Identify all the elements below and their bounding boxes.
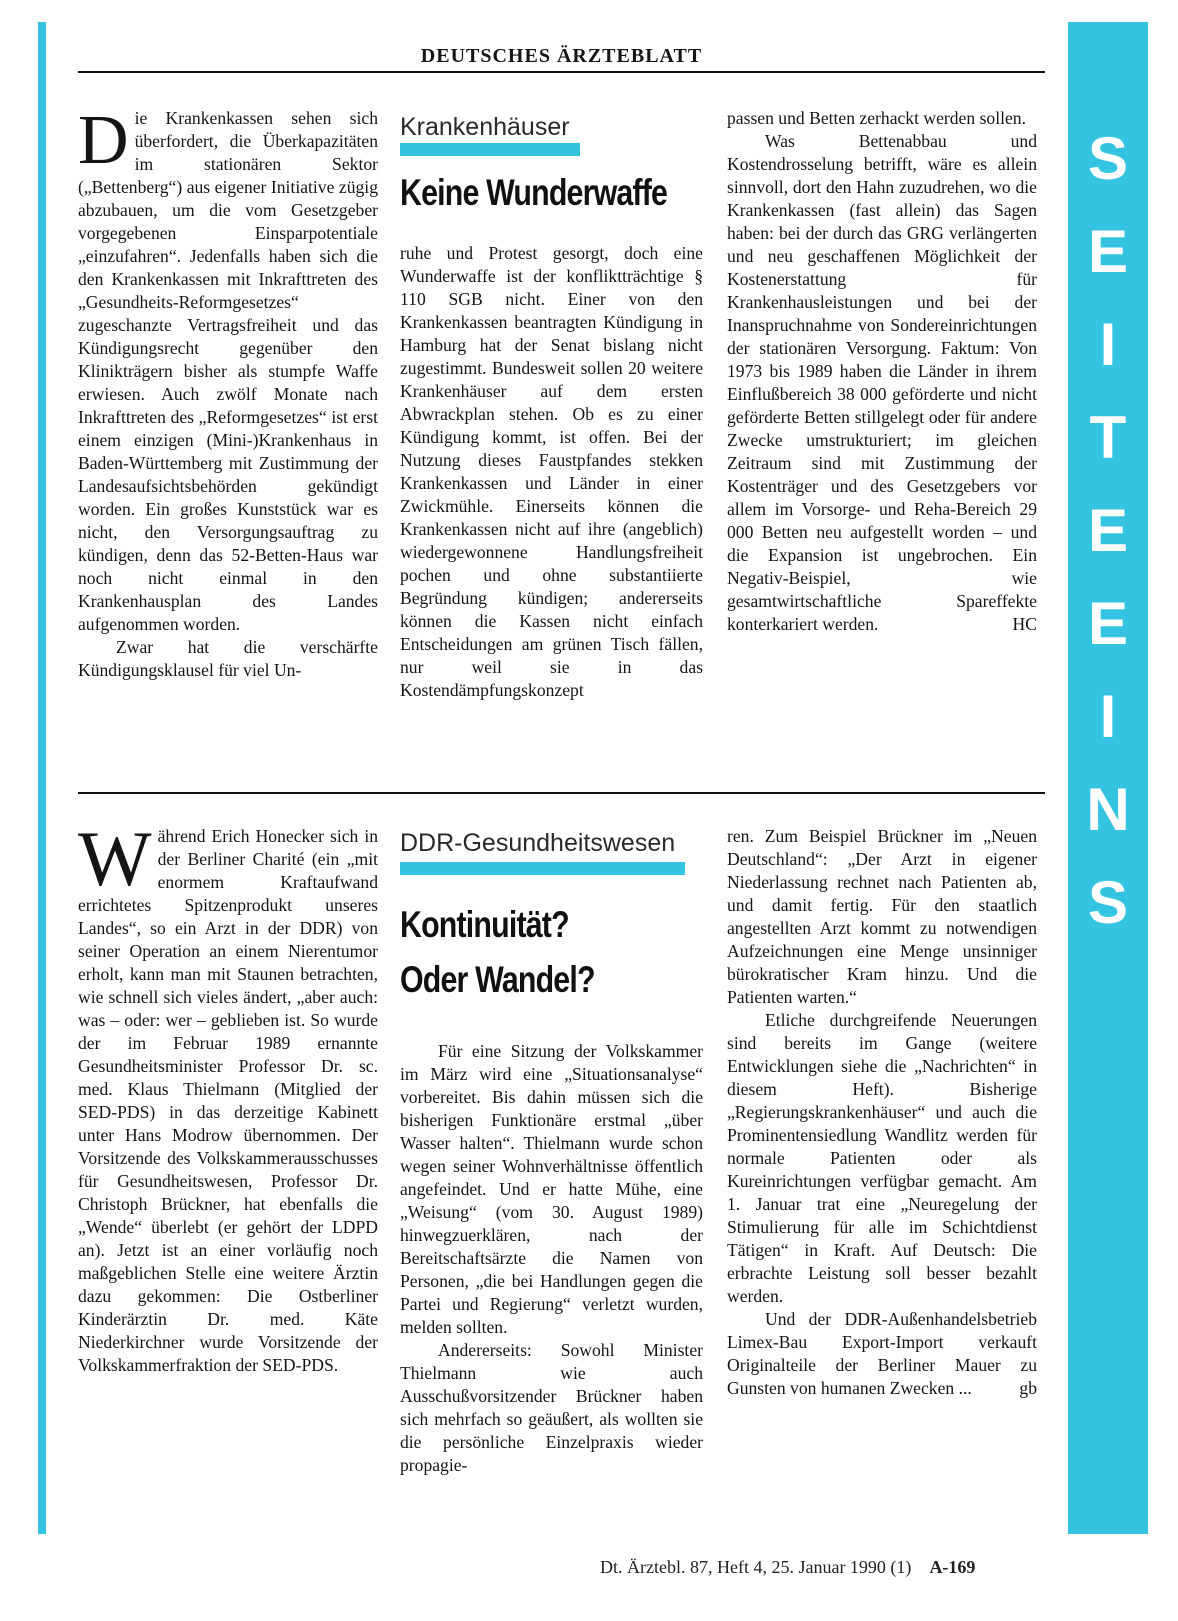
article2-col3-paragraph-3: Und der DDR-Außenhandelsbetrieb Limex-Bau Export-Import verkauft Originalteile der Berliner Mauer zu Gunsten von humanen Zwecken ... [727, 1309, 1037, 1398]
tab-letter: E [1087, 218, 1129, 285]
article1-col1-paragraph-2: Zwar hat die verschärfte Kündigungsklausel für viel Un- [78, 637, 378, 680]
article2-column-3 [727, 825, 1037, 1400]
tab-letter: S [1087, 869, 1129, 936]
article2-col1-text: ährend Erich Honecker sich in der Berliner Charité (ein „mit enormem Kraftaufwand errichtetes Spitzenprodukt unseres Landes“, so ein Arzt in der DDR) von seiner Operation an einem Nierentumor erholt, kann man mit Staunen betrachten, wie schnell sich vieles ändert, „aber auch: was – oder: wer – geblieben ist. So wurde der im Februar 1989 ernannte Gesundheitsminister Professor Dr. sc. med. Klaus Thielmann (Mitglied der SED-PDS) in das derzeitige Kabinett unter Hans Modrow übernommen. Der Vorsitzende des Volkskammerausschusses für Gesundheitswesen, Professor Dr. Christoph Brückner, hat ebenfalls die „Wende“ überlebt (er gehört der LDPD an). Jetzt ist an einer vorläufig noch maßgeblichen Stelle eine weitere Ärztin dazu gekommen: Die Ostberliner Kinderärztin Dr. med. Käte Niederkirchner wurde Vorsitzende der Volkskammerfraktion der SED-PDS. [78, 826, 378, 1375]
tab-letter: E [1087, 497, 1129, 564]
article1-column-2 [400, 242, 703, 702]
article2-col2-paragraph-1: Für eine Sitzung der Volkskammer im März wird eine „Situationsanalyse“ vorbereitet. Bis dahin müssen sich die bisherigen Funktionäre erstmal „über Wasser halten“. Thielmann wurde schon wegen seiner Wohnverhältnisse öffentlich angefeindet. Und er hatte Mühe, eine „Weisung“ (vom 30. August 1989) hinwegzuerklären, nach der Bereitschaftsärzte die Namen von Personen, „die bei Handlungen gegen die Partei und Regierung“ verletzt wurden, melden sollten. [400, 1041, 703, 1337]
article-divider-rule [78, 792, 1045, 794]
tab-letter: E [1087, 590, 1129, 657]
article2-headline-line-2: Oder Wandel? [400, 959, 595, 1000]
article2-col3-paragraph-2: Etliche durchgreifende Neuerungen sind bereits im Gange (weitere Entwicklungen siehe die „Nachrichten“ in diesem Heft). Bisherige „Regierungskrankenhäuser“ und auch die Prominentensiedlung Wandlitz werden für normale Patienten oder als Kureinrichtungen verfügbar gemacht. Am 1. Januar trat eine „Neuregelung der Stimulierung für alle im Schichtdienst Tätigen“ in Kraft. Auf Deutsch: Die erbrachte Leistung soll besser bezahlt werden. [727, 1010, 1037, 1306]
article1-section-bar [400, 143, 580, 156]
article1-col3-paragraph-2: Was Bettenabbau und Kostendrosselung betrifft, wäre es allein sinnvoll, dort den Hahn zuzudrehen, wo die Krankenkassen (fast allein) das Sagen haben: bei der durch das GRG verlängerten und neu geschaffenen Möglichkeit der Kostenerstattung für Krankenhausleistungen und bei der Inanspruchnahme von Sondereinrichtungen der stationären Versorgung. Faktum: Von 1973 bis 1989 haben die Länder in ihrem Einflußbereich 38 000 geförderte und nicht geförderte Betten stillgelegt oder für andere Zwecke umstrukturiert; im gleichen Zeitraum sind mit Zustimmung der Kostenträger und des Gesetzgebers vor allem im Vorsorge- und Reha-Bereich 29 000 Betten neu aufgestellt worden – und die Expansion ist ungebrochen. Ein Negativ-Beispiel, wie gesamtwirtschaftliche Spareffekte konterkariert werden. [727, 131, 1037, 634]
article2-dropcap: W [78, 815, 152, 902]
article1-column-3 [727, 107, 1037, 636]
article1-col3-paragraph-1: passen und Betten zerhackt werden sollen. [727, 108, 1026, 128]
masthead: DEUTSCHES ÄRZTEBLATT [420, 45, 703, 67]
article1-signature: HC [1012, 614, 1037, 634]
article2-column-2 [400, 1040, 703, 1477]
footer-citation: Dt. Ärztebl. 87, Heft 4, 25. Januar 1990 (1) [600, 1557, 912, 1577]
seite-eins-tab [1068, 22, 1148, 1534]
article2-section-label: DDR-Gesundheitswesen [400, 829, 676, 857]
article1-dropcap: D [78, 102, 129, 179]
masthead-rule [78, 71, 1045, 73]
article2-headline-line-1: Kontinuität? [400, 904, 569, 945]
article1-section-label: Krankenhäuser [400, 113, 570, 141]
article1-col1-paragraph-1: ie Krankenkassen sehen sich überfordert, die Überkapazitäten im stationären Sektor („Bettenberg“) aus eigener Initiative zügig abzubauen, um die vom Gesetzgeber vorgegebenen Einsparpotentiale „einzufahren“. Jedenfalls haben sich die den Krankenkassen mit Inkrafttreten des „Gesundheits-Reformgesetzes“ zugeschanzte Vertragsfreiheit und das Kündigungsrecht gegenüber den Klinikträgern bisher als stumpfe Waffe erwiesen. Auch zwölf Monate nach Inkrafttreten des „Reformgesetzes“ ist erst einem einzigen (Mini-)Krankenhaus in Baden-Württemberg mit Zustimmung der Landesaufsichtsbehörden gekündigt worden. Ein großes Kunststück war es nicht, den Versorgungsauftrag zu kündigen, denn das 52-Betten-Haus war noch nicht einmal in den Krankenhausplan des Landes aufgenommen worden. [78, 108, 378, 634]
article1-headline: Keine Wunderwaffe [400, 172, 668, 213]
article1-column-1 [78, 102, 378, 682]
tab-letter: I [1099, 311, 1117, 378]
page-number: A-169 [929, 1557, 976, 1577]
tab-letter: S [1087, 125, 1129, 192]
article2-col3-paragraph-1: ren. Zum Beispiel Brückner im „Neuen Deutschland“: „Der Arzt in eigener Niederlassung rechnet nach Patienten ab, und damit fertig. Für den staatlich angestellten Arzt kommt zu notwendigen Aufzeichnungen eine Menge unsinniger bürokratischer Kram hinzu. Und die Patienten warten.“ [727, 826, 1037, 1007]
article2-col2-paragraph-2: Andererseits: Sowohl Minister Thielmann wie auch Ausschußvorsitzender Brückner haben sich mehrfach so geäußert, als wollten sie die persönliche Einzelpraxis wieder propagie- [400, 1340, 703, 1475]
tab-letter: N [1086, 776, 1130, 843]
article2-column-1 [78, 815, 378, 1377]
article2-section-bar [400, 862, 685, 875]
left-accent-bar [38, 22, 46, 1534]
article1-col2-text: ruhe und Protest gesorgt, doch eine Wunderwaffe ist der konfliktträchtige § 110 SGB nicht. Einer von den Krankenkassen beantragten Kündigung in Hamburg hat der Senat bislang nicht zugestimmt. Bundesweit sollen 20 weitere Krankenhäuser auf dem ersten Abwrackplan stehen. Ob es zu einer Kündigung kommt, ist offen. Bei der Nutzung dieses Faustpfandes stekken Krankenkassen und Länder in einer Zwickmühle. Einerseits können die Krankenkassen nicht auf ihre (angeblich) wiedergewonnene Handlungsfreiheit pochen und ohne substantiierte Begründung kündigen; andererseits können die Kassen nicht einfach Entscheidungen am grünen Tisch fällen, nur weil sie in das Kostendämpfungskonzept [400, 243, 703, 700]
page-footer [600, 1555, 1130, 1579]
seite-eins-letters [1068, 112, 1148, 949]
tab-letter: T [1089, 404, 1127, 471]
article2-signature: gb [1019, 1378, 1037, 1398]
tab-letter: I [1099, 683, 1117, 750]
